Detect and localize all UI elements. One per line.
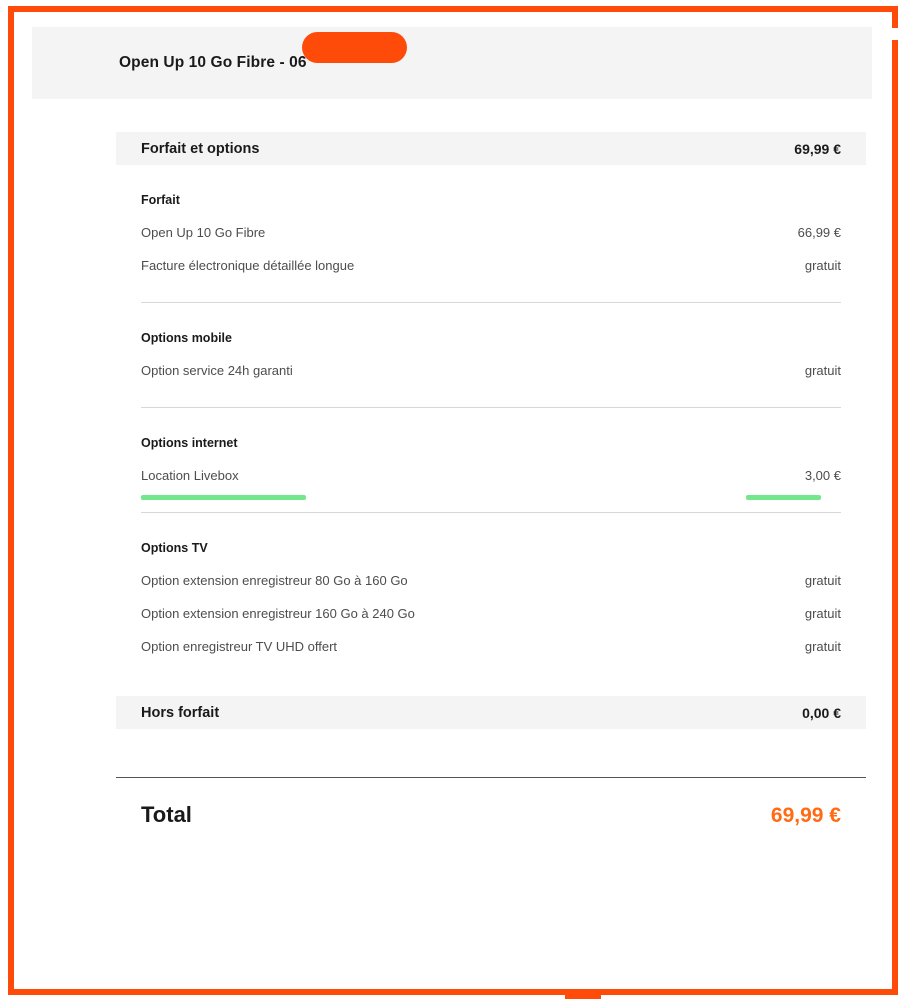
annotation-frame-right [892, 40, 898, 995]
line-label: Option extension enregistreur 80 Go à 160 Go [141, 573, 408, 588]
annotation-frame-right-top [892, 6, 898, 28]
line-label: Open Up 10 Go Fibre [141, 225, 266, 240]
section-band-forfait-et-options [116, 132, 866, 165]
group-title: Options mobile [141, 331, 232, 345]
group-divider [141, 407, 841, 408]
section-title: Hors forfait [141, 704, 220, 721]
section-band-hors-forfait [116, 696, 866, 729]
group-title: Options internet [141, 436, 238, 450]
annotation-frame-bottom [8, 989, 898, 995]
line-value: gratuit [804, 573, 841, 588]
document-body [14, 12, 892, 989]
group-options-mobile [116, 331, 866, 408]
group-options-tv [116, 541, 866, 654]
offer-header [32, 27, 872, 99]
line-label: Option service 24h garanti [141, 363, 293, 378]
line-item [141, 225, 841, 240]
line-value: gratuit [804, 606, 841, 621]
line-label: Option extension enregistreur 160 Go à 240 Go [141, 606, 415, 621]
total-row [116, 802, 866, 828]
section-amount: 69,99 € [794, 140, 841, 157]
annotation-bottom-tick [565, 995, 601, 999]
section-amount: 0,00 € [802, 704, 841, 721]
group-forfait [116, 193, 866, 303]
line-value: gratuit [804, 258, 841, 273]
line-item [141, 639, 841, 654]
total-divider [116, 777, 866, 778]
total-amount: 69,99 € [770, 804, 841, 827]
line-value: 66,99 € [797, 225, 841, 240]
group-title: Forfait [141, 193, 180, 207]
redaction-blob [302, 32, 407, 63]
line-item [141, 606, 841, 621]
offer-title: Open Up 10 Go Fibre - 06 [119, 54, 307, 71]
group-title: Options TV [141, 541, 208, 555]
total-label: Total [141, 802, 192, 827]
line-label: Facture électronique détaillée longue [141, 258, 355, 273]
line-label: Option enregistreur TV UHD offert [141, 639, 338, 654]
line-item [141, 468, 841, 483]
line-value: gratuit [804, 363, 841, 378]
line-value: gratuit [804, 639, 841, 654]
section-title: Forfait et options [141, 140, 260, 157]
line-item [141, 363, 841, 378]
line-value: 3,00 € [804, 468, 841, 483]
line-item [141, 258, 841, 273]
line-label: Location Livebox [141, 468, 239, 483]
line-item [141, 573, 841, 588]
group-divider [141, 302, 841, 303]
section-spacer [116, 654, 866, 696]
group-options-internet [116, 436, 866, 513]
highlight-mark-right [746, 495, 821, 500]
highlight-mark-left [141, 495, 306, 500]
group-divider [141, 512, 841, 513]
details-content [116, 132, 866, 828]
